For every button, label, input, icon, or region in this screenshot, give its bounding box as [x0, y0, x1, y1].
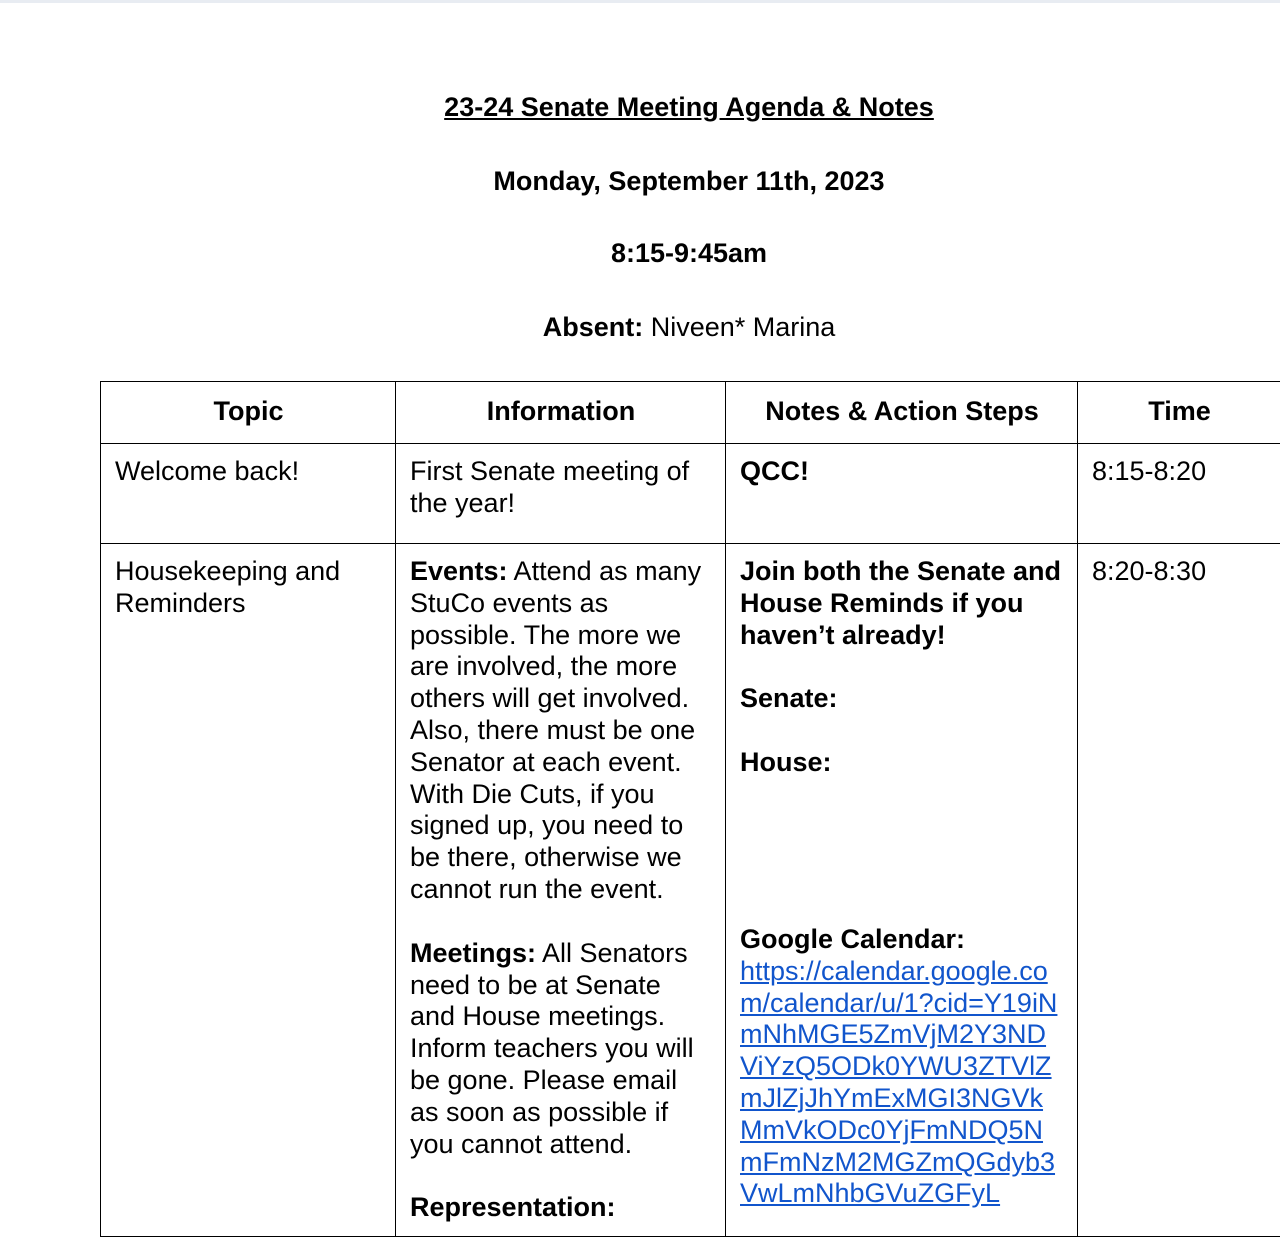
- agenda-table: [100, 381, 1280, 1237]
- house-label: House:: [740, 747, 1064, 779]
- meetings-text: All Senators need to be at Senate and House meetings. Inform teachers you will be gone. Please email as soon as possible if you cannot attend.: [410, 938, 694, 1159]
- google-calendar-label: Google Calendar:: [740, 924, 1064, 956]
- table-row: [101, 544, 1280, 1237]
- meetings-paragraph: [410, 938, 712, 1161]
- meeting-time: 8:15-9:45am: [0, 237, 1280, 269]
- column-header-time: Time: [1078, 382, 1280, 444]
- time-cell: 8:20-8:30: [1078, 544, 1280, 1237]
- events-text: Attend as many StuCo events as possible. The more we are involved, the more others will get involved. Also, there must be one Senator at each event. With Die Cuts, if you signed up, you need to be there, otherwise we cannot run the event.: [410, 556, 701, 904]
- absent-names: Niveen* Marina: [643, 312, 835, 342]
- information-cell: First Senate meeting of the year!: [396, 444, 726, 544]
- notes-cell: QCC!: [726, 444, 1078, 544]
- absent-label: Absent:: [543, 312, 644, 342]
- column-header-notes: Notes & Action Steps: [726, 382, 1078, 444]
- join-reminds-text: Join both the Senate and House Reminds if you haven’t already!: [740, 556, 1064, 651]
- events-label: Events:: [410, 556, 508, 586]
- senate-label: Senate:: [740, 683, 1064, 715]
- table-header-row: [101, 382, 1280, 444]
- meetings-label: Meetings:: [410, 938, 536, 968]
- column-header-information: Information: [396, 382, 726, 444]
- representation-label: Representation:: [410, 1192, 712, 1224]
- topic-cell: Welcome back!: [101, 444, 396, 544]
- notes-cell: [726, 544, 1078, 1237]
- document-title: 23-24 Senate Meeting Agenda & Notes: [0, 91, 1280, 123]
- top-border: [0, 0, 1280, 3]
- information-cell: [396, 544, 726, 1237]
- time-cell: 8:15-8:20: [1078, 444, 1280, 544]
- column-header-topic: Topic: [101, 382, 396, 444]
- table-row: [101, 444, 1280, 544]
- google-calendar-link[interactable]: https://calendar.google.com/calendar/u/1?cid=Y19iNmNhMGE5ZmVjM2Y3NDViYzQ5ODk0YWU3ZTVlZmJlZjJhYmExMGI3NGVkMmVkODc0YjFmNDQ5NmFmNzM2MGZmQGdyb3VwLmNhbGVuZGFyL: [740, 956, 1064, 1210]
- absent-line: [0, 311, 1280, 343]
- events-paragraph: [410, 556, 712, 906]
- meeting-date: Monday, September 11th, 2023: [0, 165, 1280, 197]
- topic-cell: Housekeeping and Reminders: [101, 544, 396, 1237]
